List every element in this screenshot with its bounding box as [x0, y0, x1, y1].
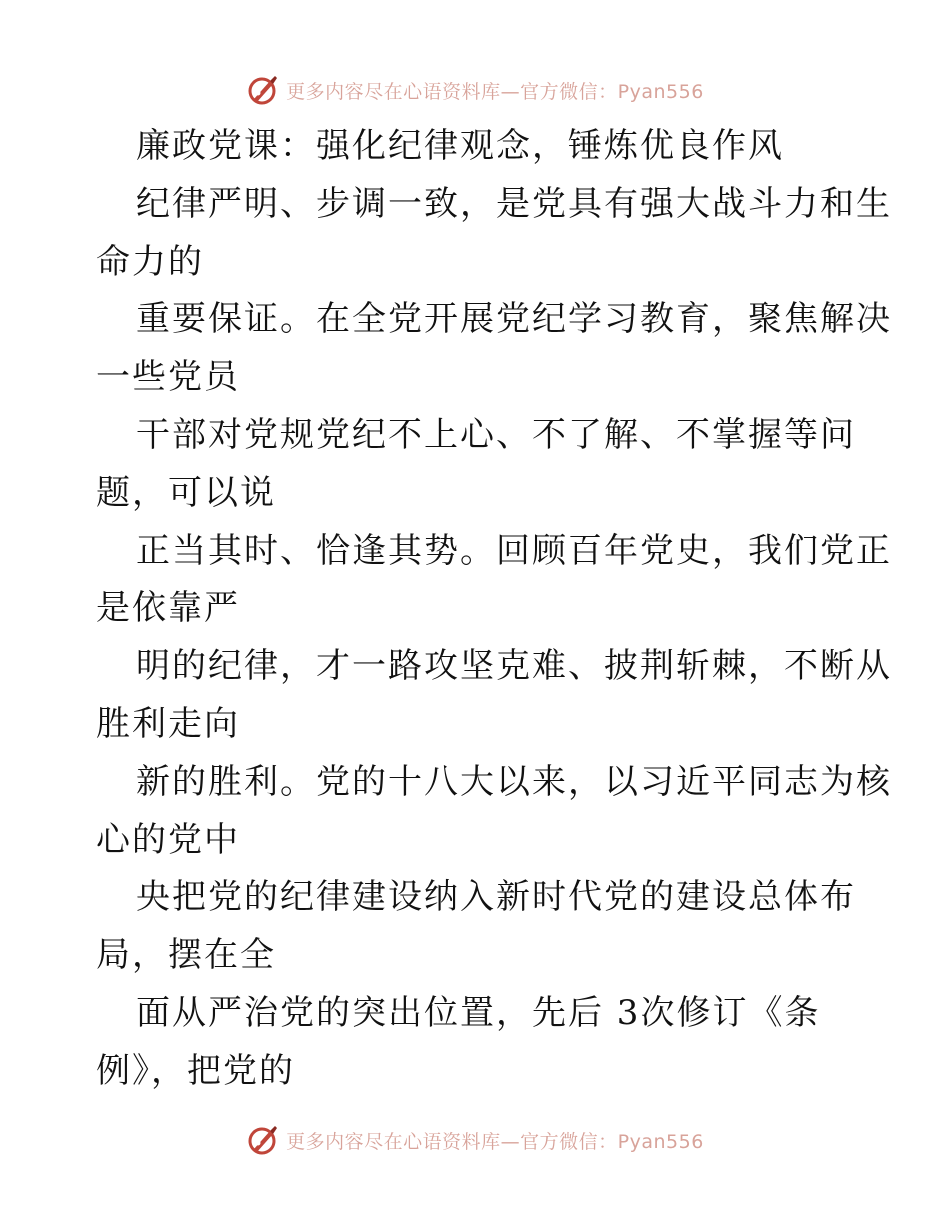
- header-banner: [0, 70, 950, 110]
- pen-swirl-logo-icon: [246, 1123, 280, 1157]
- text-line: 一些党员: [96, 357, 240, 398]
- text-line: 心的党中: [96, 819, 240, 860]
- text-line: 例》，把党的: [96, 1050, 295, 1091]
- text-line: 正当其时、恰逢其势。回顾百年党史，我们党正: [136, 530, 892, 571]
- text-line: 面从严治党的突出位置，先后 3次修订《条: [136, 992, 821, 1033]
- text-line: 命力的: [96, 241, 204, 282]
- text-line: 题，可以说: [96, 472, 276, 513]
- footer-banner-text: 更多内容尽在心语资料库—官方微信：Pyan556: [286, 1130, 704, 1153]
- text-line: 新的胜利。党的十八大以来，以习近平同志为核: [136, 761, 892, 802]
- paragraph-lines: [96, 176, 892, 1101]
- text-line: 央把党的纪律建设纳入新时代党的建设总体布: [136, 877, 856, 918]
- text-line: 明的纪律，才一路攻坚克难、披荆斩棘，不断从: [136, 646, 892, 687]
- header-banner-text: 更多内容尽在心语资料库—官方微信：Pyan556: [286, 80, 704, 103]
- footer-banner: [0, 1120, 950, 1160]
- text-line: 重要保证。在全党开展党纪学习教育，聚焦解决: [136, 299, 892, 340]
- text-line: 胜利走向: [96, 703, 240, 744]
- text-line: 干部对党规党纪不上心、不了解、不掌握等问: [136, 414, 856, 455]
- text-line: 是依靠严: [96, 588, 240, 629]
- text-line: 纪律严明、步调一致，是党具有强大战斗力和生: [136, 183, 892, 224]
- pen-swirl-logo-icon: [246, 73, 280, 107]
- document-title: 廉政党课：强化纪律观念，锤炼优良作风: [136, 126, 784, 166]
- document-body: [96, 118, 892, 1101]
- text-line: 局，摆在全: [96, 935, 276, 976]
